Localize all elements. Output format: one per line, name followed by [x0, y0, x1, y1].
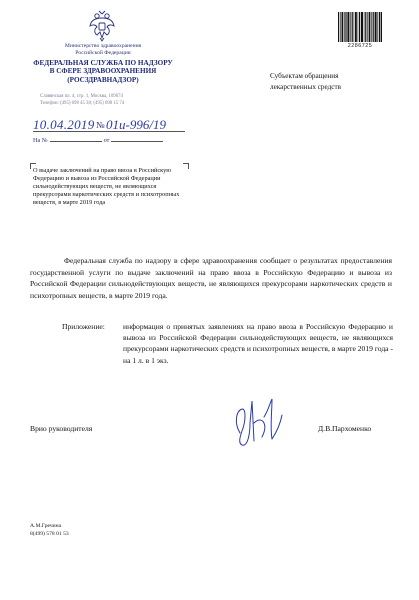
letter-body: Федеральная служба по надзору в сфере здравоохранения сообщает о результатах предоставления государственной услуги по выдаче заключений на право ввоза в Российскую Федерацию и вывоза из Российской Федерации сильнодействующих веществ, не являющихся прекурсорами наркотических средств и психотропных веществ, в марте 2019 года. [30, 256, 392, 300]
registration-number: 01и-996/19 [106, 117, 166, 132]
registration-date: 10.04.2019 [33, 117, 95, 132]
letter-subject: О выдаче заключений на право ввоза в Российскую Федерацию и вывоза из Российской Федерации сильнодействующих веществ, не являющихся прекурсорами наркотических средств и психотропных веществ, в марте 2019 года [33, 167, 180, 206]
ot-blank [111, 136, 163, 142]
recipient-line-2: лекарственных средств [270, 82, 341, 91]
attachment-label: Приложение: [62, 322, 105, 331]
signer-position: Врио руководителя [30, 424, 93, 433]
subject-corner-top-right [183, 163, 189, 169]
address-block [40, 94, 190, 107]
coat-of-arms-emblem-icon [88, 10, 116, 42]
address-line: Славянская пл. 4, стр. 1, Москва, 109074 [40, 94, 123, 99]
service-name [28, 59, 178, 84]
executor-name: А.М.Гречина [30, 523, 62, 529]
na-label: На № [33, 137, 48, 144]
service-line-3: (РОСЗДРАВНАДЗОР) [67, 75, 139, 84]
ministry-line-1: Министерство здравоохранения [64, 43, 142, 49]
number-sign: № [96, 120, 105, 130]
na-blank [50, 136, 102, 142]
phone-line: Телефон: (495) 698 45 38; (495) 698 15 74 [40, 100, 125, 106]
service-line-2: В СФЕРЕ ЗДРАВООХРАНЕНИЯ [49, 67, 157, 76]
barcode-icon [338, 12, 382, 42]
recipient-block [270, 71, 390, 92]
ministry-name [38, 43, 168, 56]
reference-line [33, 136, 185, 144]
signer-name: Д.В.Пархоменко [318, 424, 372, 433]
service-line-1: ФЕДЕРАЛЬНАЯ СЛУЖБА ПО НАДЗОРУ [33, 59, 173, 67]
ot-label: от [103, 137, 110, 144]
handwritten-signature-icon [228, 393, 288, 451]
ministry-line-2: Российской Федерации [75, 49, 131, 56]
executor-block [30, 522, 69, 538]
recipient-line-1: Субъектам обращения [270, 72, 339, 80]
executor-phone: 8(499) 578 01 53 [30, 531, 69, 537]
attachment-text: информация о принятых заявлениях на право ввоза в Российскую Федерацию и вывоза из Российской Федерации сильнодействующих веществ, не являющихся прекурсорами наркотических средств и психотропных веществ, в марте 2019 года - на 1 л. в 1 экз. [123, 322, 393, 365]
barcode-number: 2286725 [347, 43, 373, 49]
